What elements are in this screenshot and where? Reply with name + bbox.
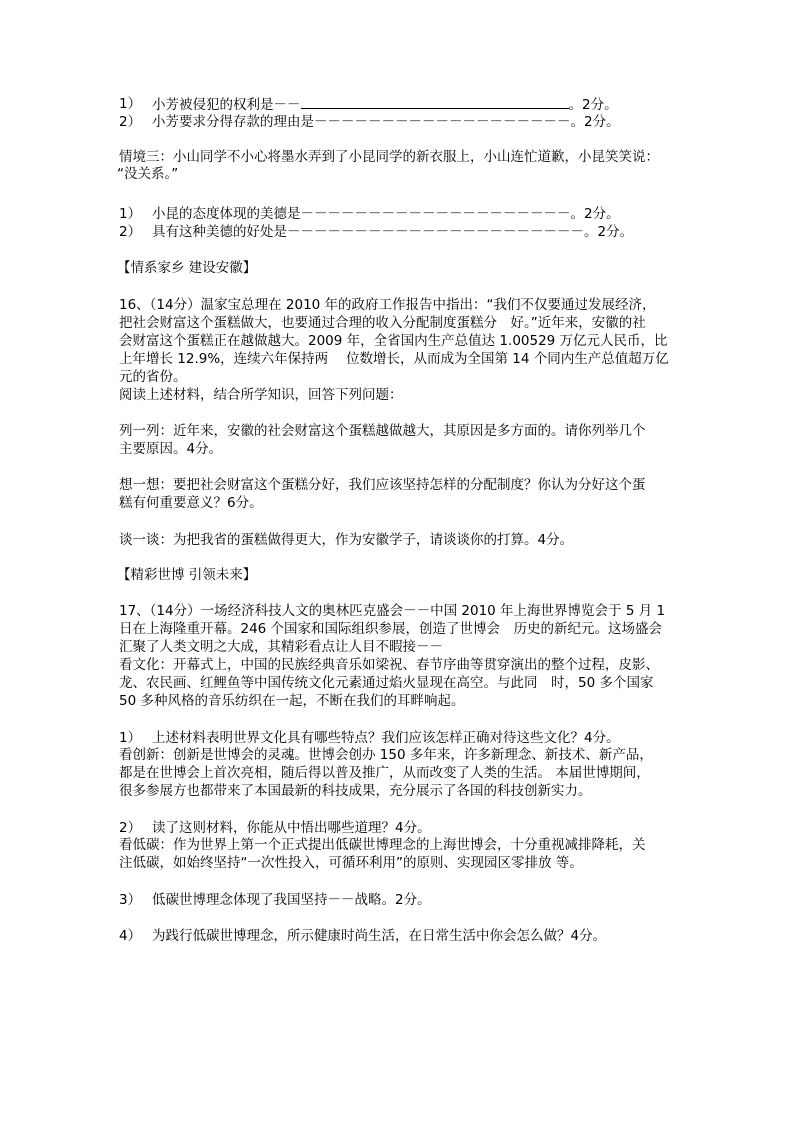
q17-text: 龙、农民画、红鲤鱼等中国传统文化元素通过焰火显现在高空。与此同 时，50 多个国家	[119, 675, 654, 691]
innovation-text: 很多参展方也都带来了本国最新的科技成果，充分展示了各国的科技创新实力。	[119, 783, 592, 799]
q16-list: 主要原因。4分。	[119, 441, 223, 457]
item-number: 2）	[119, 224, 142, 240]
q16-list: 列一列：近年来，安徽的社会财富这个蛋糕越做越大，其原因是多方面的。请你列举几个	[119, 423, 646, 439]
innovation-text: 看创新：创新是世博会的灵魂。世博会创办 150 多年来，许多新理念、新技术、新产品，	[119, 747, 653, 763]
q16-think: 糕有何重要意义？6分。	[119, 495, 263, 511]
q16-text: 16、（14分）温家宝总理在 2010 年的政府工作报告中指出：“我们不仅要通过发展经济，	[119, 297, 656, 313]
q16-text: 阅读上述材料，结合所学知识，回答下列问题：	[119, 387, 403, 403]
question-text: 小芳被侵犯的权利是－－	[152, 97, 301, 113]
lowcarbon-text: 注低碳，如始终坚持“一次性投入，可循环利用”的原则、实现园区零排放 等。	[119, 855, 583, 871]
question-17-1: 上述材料表明世界文化具有哪些特点？我们应该怎样正确对待这些文化？4分。	[152, 730, 620, 746]
item-number: 1）	[119, 96, 142, 112]
q16-text: 上年增长 12.9%，连续六年保持两 位数增长，从而成为全国第 14 个同内生产总值超万亿	[119, 351, 669, 367]
section-heading: 【情系家乡 建设安徽】	[117, 260, 257, 276]
q16-think: 想一想：要把社会财富这个蛋糕分好，我们应该坚持怎样的分配制度？你认为分好这个蛋	[119, 477, 646, 493]
q16-text: 会财富这个蛋糕正在越做越大。2009 年，全省国内生产总值达 1.00529 万亿元人民币，比	[119, 333, 668, 349]
question-s3-1: 小昆的态度体现的美德是－－－－－－－－－－－－－－－－－－－－。2分。	[152, 206, 620, 222]
lowcarbon-text: 看低碳：作为世界上第一个正式提出低碳世博理念的上海世博会，十分重视减排降耗，关	[119, 837, 646, 853]
item-number: 4）	[119, 928, 142, 944]
item-number: 3）	[119, 892, 142, 908]
innovation-text: 都是在世博会上首次亮相，随后得以普及推广，从而改变了人类的生活。 本届世博期间，	[119, 765, 650, 781]
q16-text: 元的省份。	[119, 369, 187, 385]
question-17-4: 为践行低碳世博理念，所示健康时尚生活，在日常生活中你会怎么做？4分。	[152, 928, 607, 944]
q17-text: 看文化：开幕式上，中国的民族经典音乐如梁祝、春节序曲等贯穿演出的整个过程，皮影、	[119, 657, 659, 673]
item-number: 1）	[119, 730, 142, 746]
q17-text: 50 多种风格的音乐纺织在一起，不断在我们的耳畔响起。	[119, 693, 465, 709]
score: 。2分。	[568, 97, 618, 113]
question-s2-2: 小芳要求分得存款的理由是－－－－－－－－－－－－－－－－－－－。2分。	[152, 114, 620, 130]
answer-blank	[301, 96, 569, 109]
item-number: 2）	[119, 820, 142, 836]
question-s2-1	[152, 96, 618, 114]
q16-talk: 谈一谈：为把我省的蛋糕做得更大，作为安徽学子，请谈谈你的打算。4分。	[119, 532, 574, 548]
question-s3-2: 具有这种美德的好处是－－－－－－－－－－－－－－－－－－－－－－。2分。	[152, 224, 634, 240]
question-17-2: 读了这则材料，你能从中悟出哪些道理？4分。	[152, 820, 431, 836]
q17-text: 汇聚了人类文明之大成，其精彩看点让人目不暇接－－	[119, 639, 443, 655]
q17-text: 17、（14分）一场经济科技人文的奥林匹克盛会－－中国 2010 年上海世界博览会于 5 月 1	[119, 603, 666, 619]
q17-text: 日在上海隆重开幕。246 个国家和国际组织参展，创造了世博会 历史的新纪元。这场盛会	[119, 621, 663, 637]
q16-text: 把社会财富这个蛋糕做大，也要通过合理的收入分配制度蛋糕分 好。”近年来，安徽的社	[119, 315, 646, 331]
item-number: 1）	[119, 206, 142, 222]
item-number: 2）	[119, 114, 142, 130]
section-heading: 【精彩世博 引领未来】	[117, 567, 257, 583]
question-17-3: 低碳世博理念体现了我国坚持－－战略。2分。	[152, 892, 431, 908]
situation3-text: “没关系。”	[117, 166, 179, 182]
situation3-text: 情境三：小山同学不小心将墨水弄到了小昆同学的新衣服上，小山连忙道歉，小昆笑笑说：	[119, 149, 659, 165]
